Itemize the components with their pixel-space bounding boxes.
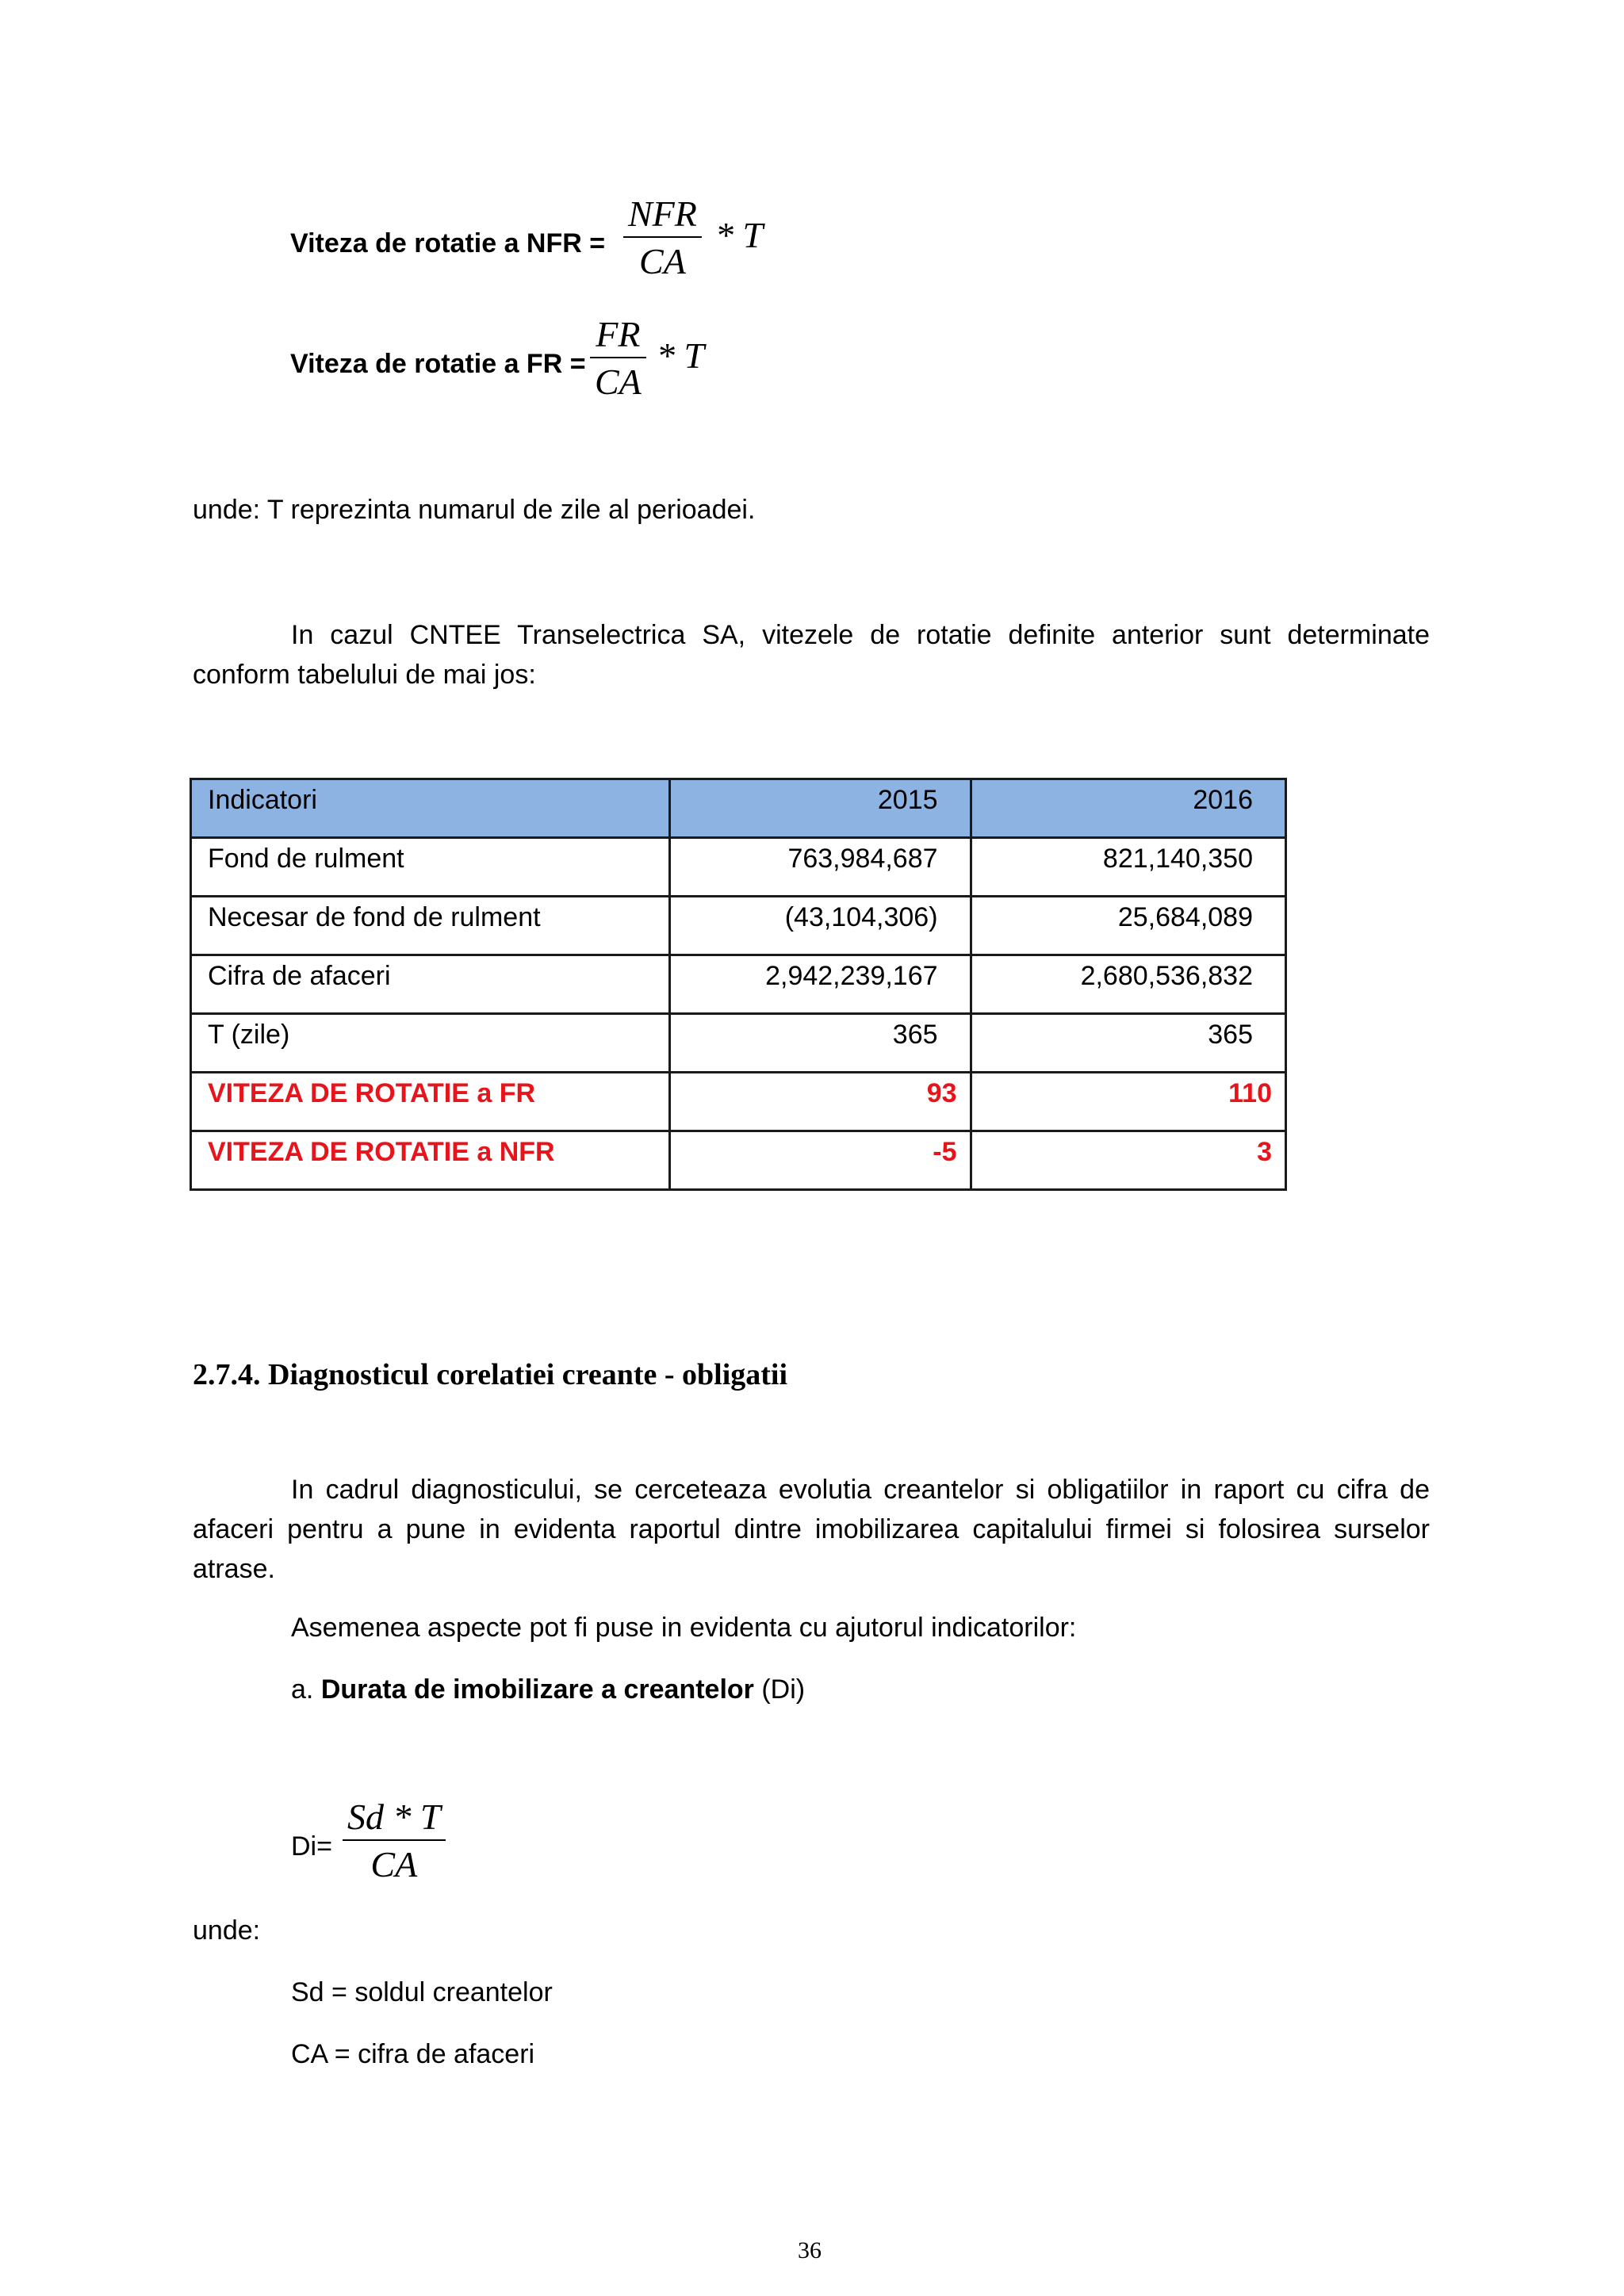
formula-fr-fraction (590, 312, 646, 406)
table-cell: VITEZA DE ROTATIE a FR (191, 1073, 670, 1131)
table-cell: 365 (670, 1014, 971, 1073)
table-header-row (191, 779, 1286, 838)
di-numerator: Sd * T (347, 1797, 441, 1837)
table-row (191, 897, 1286, 955)
formula-nfr-fraction (623, 192, 702, 285)
table-row (191, 1014, 1286, 1073)
table-cell: 2,942,239,167 (670, 955, 971, 1014)
table-cell: 93 (670, 1073, 971, 1131)
header-2016: 2016 (971, 779, 1285, 838)
item-suffix: (Di) (761, 1674, 806, 1705)
table-row (191, 838, 1286, 897)
table-cell: Fond de rulment (191, 838, 670, 897)
formula-nfr-denominator: CA (639, 241, 686, 281)
di-formula-label: Di= (291, 1831, 332, 1862)
table-cell: T (zile) (191, 1014, 670, 1073)
aspects-line: Asemenea aspecte pot fi puse in evidenta cu ajutorul indicatorilor: (291, 1613, 1077, 1643)
formula-fr-multiplier: * T (657, 335, 705, 376)
table-cell: 110 (971, 1073, 1285, 1131)
where-label: unde: (193, 1915, 261, 1946)
rotation-speed-table (190, 778, 1287, 1191)
table-cell: 365 (971, 1014, 1285, 1073)
page-number: 36 (798, 2237, 822, 2263)
formula-nfr-numerator: NFR (628, 193, 697, 234)
table-cell: VITEZA DE ROTATIE a NFR (191, 1131, 670, 1190)
formula-fr-denominator: CA (595, 362, 642, 402)
header-2015: 2015 (670, 779, 971, 838)
table-cell: 2,680,536,832 (971, 955, 1285, 1014)
note-t: unde: T reprezinta numarul de zile al perioadei. (193, 495, 756, 525)
table-cell: 821,140,350 (971, 838, 1285, 897)
formula-nfr-label: Viteza de rotatie a NFR = (290, 228, 606, 258)
table-cell: Necesar de fond de rulment (191, 897, 670, 955)
section-paragraph: In cadrul diagnosticului, se cerceteaza evolutia creantelor si obligatiilor in raport cu cifra de afaceri pentru a pune in evidenta raportul dintre imobilizarea capitalului firmei si folosirea surselor atrase. (193, 1475, 1430, 1584)
di-denominator: CA (370, 1844, 418, 1885)
formula-nfr-multiplier: * T (715, 215, 764, 255)
where-ca: CA = cifra de afaceri (291, 2039, 535, 2069)
header-indicatori: Indicatori (191, 779, 670, 838)
intro-paragraph: In cazul CNTEE Transelectrica SA, vitezele de rotatie definite anterior sunt determinate conform tabelului de mai jos: (193, 620, 1430, 690)
item-prefix: a. (291, 1674, 314, 1705)
table-row-highlight (191, 1131, 1286, 1190)
table-cell: 763,984,687 (670, 838, 971, 897)
where-sd: Sd = soldul creantelor (291, 1977, 553, 2007)
formula-fr-numerator: FR (596, 314, 641, 354)
table-cell: (43,104,306) (670, 897, 971, 955)
table-cell: -5 (670, 1131, 971, 1190)
section-heading: 2.7.4. Diagnosticul corelatiei creante - obligatii (193, 1358, 788, 1391)
item-bold-title: Durata de imobilizare a creantelor (320, 1674, 754, 1705)
table-cell: 25,684,089 (971, 897, 1285, 955)
formula-fr-label: Viteza de rotatie a FR = (290, 349, 586, 379)
table-row (191, 955, 1286, 1014)
indicator-item-a (291, 1670, 805, 1709)
table-row-highlight (191, 1073, 1286, 1131)
table-cell: 3 (971, 1131, 1285, 1190)
di-formula-fraction (343, 1795, 446, 1888)
table-cell: Cifra de afaceri (191, 955, 670, 1014)
